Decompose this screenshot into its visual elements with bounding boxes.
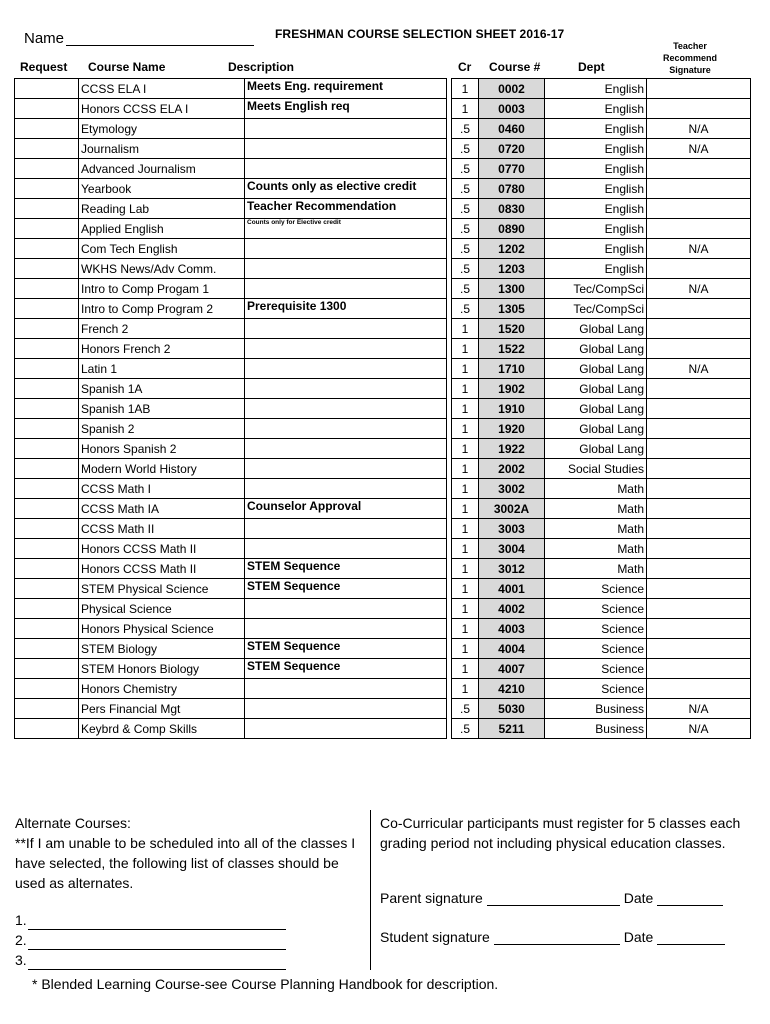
course-description <box>245 279 447 299</box>
course-credit: 1 <box>452 339 479 359</box>
course-number: 5030 <box>479 699 545 719</box>
request-checkbox[interactable] <box>15 79 79 99</box>
table-row <box>15 499 751 519</box>
request-checkbox[interactable] <box>15 119 79 139</box>
parent-signature-label: Parent signature <box>380 890 483 906</box>
table-row <box>15 259 751 279</box>
course-description: Counts only as elective credit <box>245 179 447 199</box>
course-dept: Global Lang <box>545 339 647 359</box>
course-dept: Science <box>545 599 647 619</box>
request-checkbox[interactable] <box>15 99 79 119</box>
course-credit: .5 <box>452 239 479 259</box>
course-description <box>245 539 447 559</box>
course-credit: 1 <box>452 659 479 679</box>
course-dept: Tec/CompSci <box>545 299 647 319</box>
course-number: 3003 <box>479 519 545 539</box>
table-row <box>15 299 751 319</box>
course-credit: 1 <box>452 579 479 599</box>
course-credit: 1 <box>452 459 479 479</box>
course-description <box>245 419 447 439</box>
course-name: Honors CCSS Math II <box>79 559 245 579</box>
teacher-signature-cell[interactable] <box>647 499 751 519</box>
course-credit: 1 <box>452 99 479 119</box>
teacher-signature-cell[interactable]: N/A <box>647 119 751 139</box>
course-name: Yearbook <box>79 179 245 199</box>
teacher-signature-cell[interactable] <box>647 559 751 579</box>
course-name: Intro to Comp Program 2 <box>79 299 245 319</box>
column-header-request: Request <box>20 60 68 74</box>
course-credit: .5 <box>452 159 479 179</box>
student-date-field[interactable] <box>657 929 725 945</box>
column-header-course-name: Course Name <box>88 60 166 74</box>
teacher-signature-cell[interactable]: N/A <box>647 139 751 159</box>
request-checkbox[interactable] <box>15 599 79 619</box>
request-checkbox[interactable] <box>15 179 79 199</box>
teacher-signature-cell[interactable]: N/A <box>647 699 751 719</box>
course-description <box>245 479 447 499</box>
course-name: Spanish 1A <box>79 379 245 399</box>
course-description: STEM Sequence <box>245 659 447 679</box>
request-checkbox[interactable] <box>15 139 79 159</box>
course-name: Journalism <box>79 139 245 159</box>
request-checkbox[interactable] <box>15 399 79 419</box>
course-description <box>245 359 447 379</box>
course-credit: .5 <box>452 179 479 199</box>
alternate-input[interactable] <box>28 914 286 930</box>
course-name: Reading Lab <box>79 199 245 219</box>
course-number: 0890 <box>479 219 545 239</box>
course-dept: English <box>545 259 647 279</box>
table-row <box>15 519 751 539</box>
course-table <box>14 78 751 739</box>
course-number: 1522 <box>479 339 545 359</box>
course-number: 1202 <box>479 239 545 259</box>
course-number: 0002 <box>479 79 545 99</box>
teacher-signature-cell[interactable] <box>647 339 751 359</box>
course-credit: 1 <box>452 479 479 499</box>
course-name: CCSS Math II <box>79 519 245 539</box>
course-description: Counselor Approval <box>245 499 447 519</box>
request-checkbox[interactable] <box>15 659 79 679</box>
request-checkbox[interactable] <box>15 639 79 659</box>
course-dept: English <box>545 159 647 179</box>
alternate-line[interactable]: 2. <box>15 930 286 950</box>
course-name: WKHS News/Adv Comm. <box>79 259 245 279</box>
course-description: Counts only for Elective credit <box>245 219 447 239</box>
course-credit: 1 <box>452 359 479 379</box>
course-number: 0460 <box>479 119 545 139</box>
alternate-input[interactable] <box>28 954 286 970</box>
course-description <box>245 159 447 179</box>
course-number: 4210 <box>479 679 545 699</box>
request-checkbox[interactable] <box>15 679 79 699</box>
column-header-description: Description <box>228 60 295 74</box>
course-dept: Tec/CompSci <box>545 279 647 299</box>
course-credit: 1 <box>452 319 479 339</box>
course-dept: Global Lang <box>545 439 647 459</box>
teacher-signature-cell[interactable] <box>647 379 751 399</box>
name-field[interactable] <box>66 45 254 46</box>
course-number: 0720 <box>479 139 545 159</box>
course-number: 1520 <box>479 319 545 339</box>
course-number: 1920 <box>479 419 545 439</box>
course-description <box>245 339 447 359</box>
course-credit: 1 <box>452 399 479 419</box>
request-checkbox[interactable] <box>15 379 79 399</box>
course-credit: 1 <box>452 679 479 699</box>
course-name: Etymology <box>79 119 245 139</box>
request-checkbox[interactable] <box>15 559 79 579</box>
student-signature-field[interactable] <box>494 929 620 945</box>
course-dept: Global Lang <box>545 359 647 379</box>
course-credit: .5 <box>452 219 479 239</box>
table-row <box>15 99 751 119</box>
table-row <box>15 139 751 159</box>
alternate-line[interactable]: 3. <box>15 950 286 970</box>
request-checkbox[interactable] <box>15 699 79 719</box>
teacher-signature-cell[interactable] <box>647 619 751 639</box>
course-credit: .5 <box>452 139 479 159</box>
course-name: Honors Physical Science <box>79 619 245 639</box>
course-name: Intro to Comp Progam 1 <box>79 279 245 299</box>
course-dept: Global Lang <box>545 379 647 399</box>
teacher-signature-cell[interactable] <box>647 99 751 119</box>
table-row <box>15 199 751 219</box>
course-dept: Business <box>545 699 647 719</box>
course-credit: 1 <box>452 619 479 639</box>
course-credit: 1 <box>452 379 479 399</box>
column-header-cr: Cr <box>458 60 472 74</box>
teacher-signature-cell[interactable] <box>647 159 751 179</box>
course-dept: Math <box>545 479 647 499</box>
footnote: * Blended Learning Course-see Course Planning Handbook for description. <box>32 976 499 992</box>
course-number: 1910 <box>479 399 545 419</box>
course-number: 3004 <box>479 539 545 559</box>
course-dept: Science <box>545 679 647 699</box>
course-name: Applied English <box>79 219 245 239</box>
course-dept: Global Lang <box>545 319 647 339</box>
teacher-signature-cell[interactable] <box>647 259 751 279</box>
course-dept: English <box>545 239 647 259</box>
teacher-signature-cell[interactable] <box>647 599 751 619</box>
course-number: 4002 <box>479 599 545 619</box>
course-dept: English <box>545 119 647 139</box>
request-checkbox[interactable] <box>15 339 79 359</box>
course-dept: Math <box>545 519 647 539</box>
alternates-section <box>15 813 365 893</box>
table-row <box>15 639 751 659</box>
teacher-signature-cell[interactable]: N/A <box>647 359 751 379</box>
teacher-signature-cell[interactable] <box>647 399 751 419</box>
course-dept: English <box>545 179 647 199</box>
teacher-signature-cell[interactable] <box>647 539 751 559</box>
request-checkbox[interactable] <box>15 359 79 379</box>
page-title: FRESHMAN COURSE SELECTION SHEET 2016-17 <box>275 27 565 41</box>
course-number: 2002 <box>479 459 545 479</box>
table-row <box>15 419 751 439</box>
course-number: 0770 <box>479 159 545 179</box>
course-number: 0003 <box>479 99 545 119</box>
course-dept: Math <box>545 499 647 519</box>
course-name: Honors Spanish 2 <box>79 439 245 459</box>
course-description <box>245 119 447 139</box>
course-dept: Math <box>545 559 647 579</box>
request-checkbox[interactable] <box>15 159 79 179</box>
teacher-signature-cell[interactable] <box>647 459 751 479</box>
request-checkbox[interactable] <box>15 239 79 259</box>
table-row <box>15 399 751 419</box>
course-name: CCSS Math I <box>79 479 245 499</box>
course-number: 5211 <box>479 719 545 739</box>
table-row <box>15 479 751 499</box>
course-description <box>245 619 447 639</box>
course-dept: Global Lang <box>545 419 647 439</box>
course-number: 3002A <box>479 499 545 519</box>
request-checkbox[interactable] <box>15 579 79 599</box>
table-row <box>15 539 751 559</box>
course-credit: 1 <box>452 539 479 559</box>
course-dept: Science <box>545 619 647 639</box>
column-header-dept: Dept <box>578 60 605 74</box>
student-signature-row <box>380 929 729 945</box>
course-number: 4007 <box>479 659 545 679</box>
course-credit: 1 <box>452 79 479 99</box>
teacher-signature-cell[interactable] <box>647 419 751 439</box>
course-description <box>245 139 447 159</box>
course-credit: 1 <box>452 519 479 539</box>
course-name: Honors Chemistry <box>79 679 245 699</box>
course-credit: .5 <box>452 299 479 319</box>
course-name: STEM Physical Science <box>79 579 245 599</box>
teacher-signature-cell[interactable] <box>647 639 751 659</box>
course-dept: Science <box>545 639 647 659</box>
request-checkbox[interactable] <box>15 539 79 559</box>
course-name: Physical Science <box>79 599 245 619</box>
course-credit: .5 <box>452 699 479 719</box>
course-description <box>245 399 447 419</box>
course-name: Com Tech English <box>79 239 245 259</box>
teacher-signature-cell[interactable] <box>647 79 751 99</box>
table-row <box>15 719 751 739</box>
course-credit: 1 <box>452 599 479 619</box>
course-description: STEM Sequence <box>245 559 447 579</box>
request-checkbox[interactable] <box>15 499 79 519</box>
course-description <box>245 319 447 339</box>
column-header-course-number: Course # <box>489 60 541 74</box>
course-credit: .5 <box>452 279 479 299</box>
course-number: 0830 <box>479 199 545 219</box>
section-divider <box>370 810 371 970</box>
course-credit: .5 <box>452 259 479 279</box>
teacher-signature-cell[interactable] <box>647 299 751 319</box>
course-description <box>245 599 447 619</box>
table-row <box>15 319 751 339</box>
request-checkbox[interactable] <box>15 199 79 219</box>
course-number: 1710 <box>479 359 545 379</box>
course-number: 4003 <box>479 619 545 639</box>
course-name: Spanish 2 <box>79 419 245 439</box>
course-description <box>245 699 447 719</box>
table-row <box>15 239 751 259</box>
course-number: 0780 <box>479 179 545 199</box>
request-checkbox[interactable] <box>15 299 79 319</box>
table-row <box>15 559 751 579</box>
cocurricular-note: Co-Curricular participants must register for 5 classes each grading period not including physical education classes. <box>380 815 741 851</box>
course-number: 1922 <box>479 439 545 459</box>
course-description <box>245 459 447 479</box>
course-description <box>245 519 447 539</box>
course-name: Honors CCSS Math II <box>79 539 245 559</box>
request-checkbox[interactable] <box>15 419 79 439</box>
course-description <box>245 259 447 279</box>
teacher-signature-cell[interactable]: N/A <box>647 239 751 259</box>
table-row <box>15 619 751 639</box>
table-row <box>15 159 751 179</box>
course-description: Teacher Recommendation <box>245 199 447 219</box>
course-credit: 1 <box>452 419 479 439</box>
teacher-signature-cell[interactable] <box>647 679 751 699</box>
table-row <box>15 599 751 619</box>
request-checkbox[interactable] <box>15 519 79 539</box>
request-checkbox[interactable] <box>15 479 79 499</box>
course-number: 1902 <box>479 379 545 399</box>
course-dept: English <box>545 219 647 239</box>
table-row <box>15 439 751 459</box>
table-row <box>15 679 751 699</box>
course-description <box>245 239 447 259</box>
request-checkbox[interactable] <box>15 719 79 739</box>
parent-signature-field[interactable] <box>487 890 620 906</box>
course-dept: English <box>545 79 647 99</box>
request-checkbox[interactable] <box>15 459 79 479</box>
alternates-heading: Alternate Courses: <box>15 815 131 831</box>
alternate-line[interactable]: 1. <box>15 910 286 930</box>
course-name: Keybrd & Comp Skills <box>79 719 245 739</box>
course-name: Spanish 1AB <box>79 399 245 419</box>
course-dept: English <box>545 99 647 119</box>
course-credit: .5 <box>452 719 479 739</box>
teacher-signature-header: Teacher Recommend Signature <box>662 41 717 75</box>
course-number: 4004 <box>479 639 545 659</box>
course-credit: 1 <box>452 639 479 659</box>
course-dept: English <box>545 199 647 219</box>
course-dept: Science <box>545 579 647 599</box>
request-checkbox[interactable] <box>15 259 79 279</box>
course-name: Latin 1 <box>79 359 245 379</box>
table-row <box>15 359 751 379</box>
course-name: Advanced Journalism <box>79 159 245 179</box>
course-description <box>245 679 447 699</box>
course-description: STEM Sequence <box>245 639 447 659</box>
table-row <box>15 659 751 679</box>
table-row <box>15 579 751 599</box>
course-description: STEM Sequence <box>245 579 447 599</box>
course-credit: .5 <box>452 199 479 219</box>
course-name: French 2 <box>79 319 245 339</box>
course-number: 3002 <box>479 479 545 499</box>
teacher-signature-cell[interactable] <box>647 179 751 199</box>
request-checkbox[interactable] <box>15 219 79 239</box>
course-name: Honors CCSS ELA I <box>79 99 245 119</box>
course-name: Modern World History <box>79 459 245 479</box>
course-dept: Science <box>545 659 647 679</box>
name-label: Name <box>24 30 65 47</box>
course-number: 1203 <box>479 259 545 279</box>
course-description: Meets English req <box>245 99 447 119</box>
alternate-lines <box>15 910 286 970</box>
course-name: Honors French 2 <box>79 339 245 359</box>
alternates-text: **If I am unable to be scheduled into all of the classes I have selected, the following list of classes should be used as alternates. <box>15 835 356 891</box>
table-row <box>15 379 751 399</box>
teacher-signature-cell[interactable] <box>647 199 751 219</box>
table-row <box>15 459 751 479</box>
table-row <box>15 219 751 239</box>
course-dept: Math <box>545 539 647 559</box>
teacher-signature-cell[interactable] <box>647 519 751 539</box>
table-row <box>15 79 751 99</box>
course-name: CCSS ELA I <box>79 79 245 99</box>
course-dept: Social Studies <box>545 459 647 479</box>
table-row <box>15 279 751 299</box>
table-row <box>15 339 751 359</box>
course-description <box>245 719 447 739</box>
request-checkbox[interactable] <box>15 439 79 459</box>
course-description <box>245 379 447 399</box>
parent-date-label: Date <box>623 890 654 906</box>
course-name: CCSS Math IA <box>79 499 245 519</box>
course-name: STEM Biology <box>79 639 245 659</box>
course-number: 3012 <box>479 559 545 579</box>
course-dept: Global Lang <box>545 399 647 419</box>
parent-date-field[interactable] <box>657 890 723 906</box>
teacher-signature-cell[interactable] <box>647 319 751 339</box>
course-number: 4001 <box>479 579 545 599</box>
course-dept: English <box>545 139 647 159</box>
course-number: 1305 <box>479 299 545 319</box>
teacher-signature-cell[interactable] <box>647 579 751 599</box>
request-checkbox[interactable] <box>15 319 79 339</box>
course-name: Pers Financial Mgt <box>79 699 245 719</box>
course-description: Meets Eng. requirement <box>245 79 447 99</box>
course-credit: 1 <box>452 559 479 579</box>
table-row <box>15 179 751 199</box>
teacher-signature-cell[interactable]: N/A <box>647 279 751 299</box>
alternate-input[interactable] <box>28 934 286 950</box>
student-date-label: Date <box>623 929 654 945</box>
teacher-signature-cell[interactable] <box>647 219 751 239</box>
course-dept: Business <box>545 719 647 739</box>
course-description: Prerequisite 1300 <box>245 299 447 319</box>
course-number: 1300 <box>479 279 545 299</box>
course-credit: 1 <box>452 499 479 519</box>
teacher-signature-cell[interactable] <box>647 439 751 459</box>
parent-signature-row <box>380 890 727 906</box>
teacher-signature-cell[interactable]: N/A <box>647 719 751 739</box>
course-description <box>245 439 447 459</box>
course-credit: .5 <box>452 119 479 139</box>
teacher-signature-cell[interactable] <box>647 659 751 679</box>
table-row <box>15 699 751 719</box>
request-checkbox[interactable] <box>15 279 79 299</box>
table-row <box>15 119 751 139</box>
teacher-signature-cell[interactable] <box>647 479 751 499</box>
course-credit: 1 <box>452 439 479 459</box>
request-checkbox[interactable] <box>15 619 79 639</box>
course-name: STEM Honors Biology <box>79 659 245 679</box>
student-signature-label: Student signature <box>380 929 490 945</box>
